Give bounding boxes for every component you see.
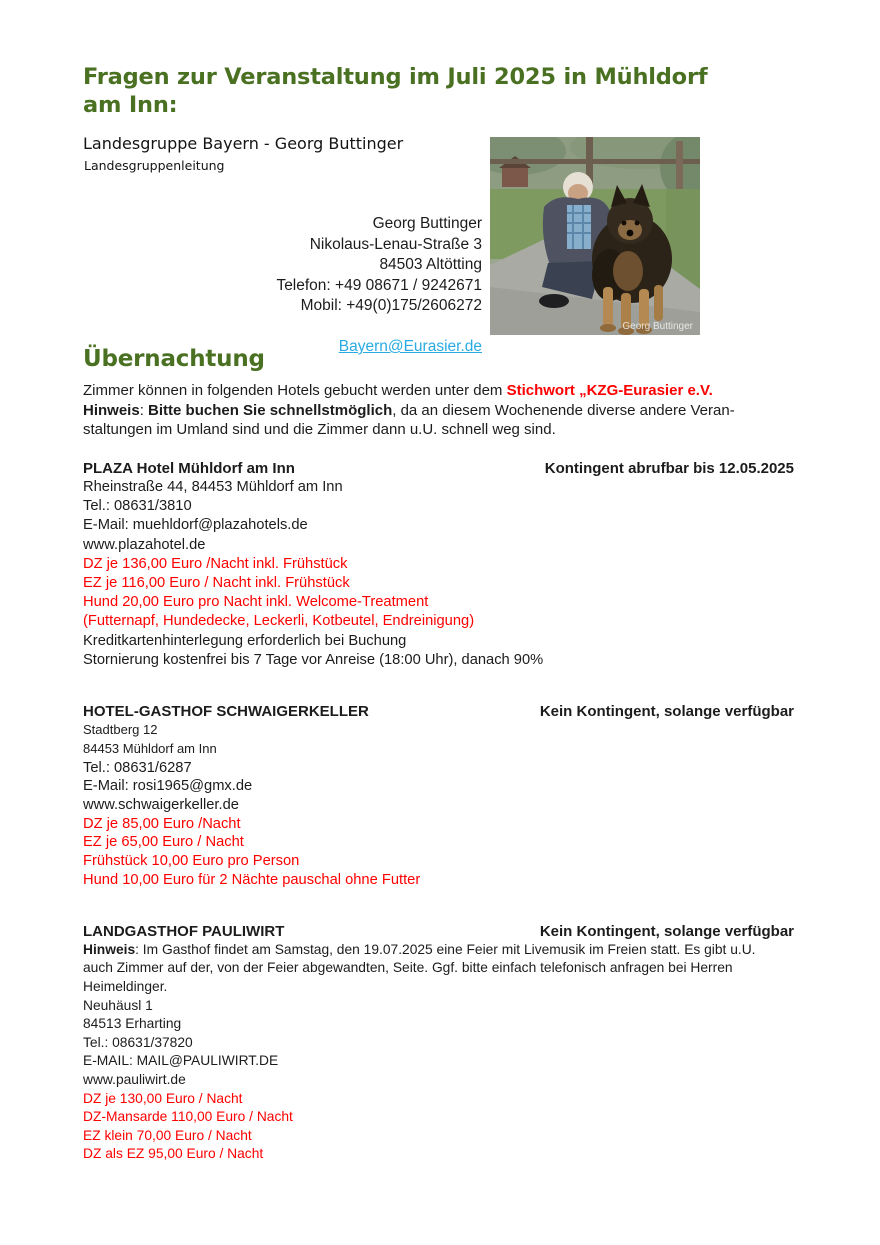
hotel-price-line: DZ als EZ 95,00 Euro / Nacht [83, 1146, 264, 1162]
info-line: Nikolaus-Lenau-Straße 3 [309, 235, 482, 253]
hotel-info [83, 478, 794, 670]
hotel-name: PLAZA Hotel Mühldorf am Inn [83, 459, 295, 477]
intro-keyword-red: Stichwort „KZG-Eurasier e.V. [506, 382, 713, 399]
info-line: 84453 Mühldorf am Inn [83, 740, 217, 756]
intro-line-1 [83, 381, 783, 401]
hotel-header [83, 459, 794, 478]
intro-bold-advice: Bitte buchen Sie schnellstmöglich [148, 401, 393, 419]
info-line: Tel.: 08631/3810 [83, 498, 192, 515]
info-line: 84513 Erharting [83, 1016, 182, 1032]
subtitle-landesgruppe: Landesgruppe Bayern - Georg Buttinger [83, 134, 404, 153]
hotel-availability: Kein Kontingent, solange verfügbar [539, 703, 794, 721]
intro-text: Zimmer können in folgenden Hotels gebucht werden unter dem [83, 382, 507, 399]
hotel-note-label: Hinweis [83, 941, 136, 957]
info-line: 84503 Altötting [379, 256, 482, 273]
info-line: Tel.: 08631/37820 [83, 1034, 193, 1050]
hotel-availability: Kein Kontingent, solange verfügbar [539, 922, 794, 940]
contact-lines [83, 214, 482, 317]
info-line: Stadtberg 12 [83, 722, 158, 738]
intro-text: : [139, 401, 149, 419]
page-title-line1: Fragen zur Veranstaltung im Juli 2025 in Mühldorf [83, 64, 708, 90]
info-line: Mobil: +49(0)175/2606272 [300, 297, 482, 314]
page-title-line2: am Inn: [83, 91, 178, 118]
hotel-price-line: EZ je 65,00 Euro / Nacht [83, 834, 244, 851]
intro-text: , da an diesem Wochenende diverse andere Veran- [392, 401, 735, 419]
intro-line-2 [83, 401, 783, 421]
hotel-section-schwaigerkeller [83, 702, 794, 890]
info-line: E-Mail: rosi1965@gmx.de [83, 778, 253, 795]
hotel-price-line: Hund 20,00 Euro pro Nacht inkl. Welcome-Treatment [83, 594, 429, 611]
hotel-header [83, 922, 794, 941]
info-line: Tel.: 08631/6287 [83, 759, 192, 776]
hotel-price-line: Hund 10,00 Euro für 2 Nächte pauschal ohne Futter [83, 871, 421, 888]
hotel-price-line: DZ je 130,00 Euro / Nacht [83, 1090, 243, 1106]
photo-georg-buttinger-with-eurasier [490, 137, 700, 335]
intro-paragraph [83, 381, 783, 440]
page-title [83, 64, 823, 119]
info-line: Georg Buttinger [372, 215, 482, 232]
hotel-name: HOTEL-GASTHOF SCHWAIGERKELLER [83, 703, 369, 721]
hotel-info [83, 997, 794, 1164]
email-link[interactable]: Bayern@Eurasier.de [338, 338, 482, 355]
photo-caption: Georg Buttinger [622, 321, 693, 332]
photo-illustration [490, 137, 700, 335]
info-line: E-Mail: muehldorf@plazahotels.de [83, 517, 308, 534]
info-line: Neuhäusl 1 [83, 997, 153, 1013]
hotel-section-plaza [83, 459, 794, 670]
hotel-availability: Kontingent abrufbar bis 12.05.2025 [544, 459, 794, 477]
info-line: E-MAIL: MAIL@PAULIWIRT.DE [83, 1053, 279, 1069]
hotel-price-line: DZ je 85,00 Euro /Nacht [83, 815, 241, 832]
info-line: www.plazahotel.de [83, 536, 206, 553]
hotel-price-line: EZ klein 70,00 Euro / Nacht [83, 1127, 252, 1143]
info-line: Kreditkartenhinterlegung erforderlich bei Buchung [83, 632, 407, 649]
hotel-price-line: DZ-Mansarde 110,00 Euro / Nacht [83, 1109, 293, 1125]
info-line: Telefon: +49 08671 / 9242671 [276, 276, 482, 294]
info-line: www.schwaigerkeller.de [83, 797, 239, 814]
hotel-price-line: (Futternapf, Hundedecke, Leckerli, Kotbeutel, Endreinigung) [83, 613, 475, 630]
intro-hinweis-label: Hinweis [83, 401, 140, 419]
hotel-note [83, 941, 789, 997]
info-line: Stornierung kostenfrei bis 7 Tage vor Anreise (18:00 Uhr), danach 90% [83, 651, 544, 668]
info-line: www.pauliwirt.de [83, 1071, 186, 1087]
hotel-info [83, 721, 794, 889]
main-content [83, 344, 794, 1164]
intro-line-3: staltungen im Umland sind und die Zimmer dann u.U. schnell weg sind. [83, 421, 556, 439]
subtitle-landesgruppenleitung: Landesgruppenleitung [84, 158, 225, 173]
hotel-price-line: EZ je 116,00 Euro / Nacht inkl. Frühstück [83, 575, 350, 591]
info-line: Rheinstraße 44, 84453 Mühldorf am Inn [83, 478, 343, 495]
hotel-price-line: DZ je 136,00 Euro /Nacht inkl. Frühstück [83, 555, 348, 572]
hotel-name: LANDGASTHOF PAULIWIRT [83, 922, 285, 940]
hotel-section-pauliwirt [83, 922, 794, 1164]
hotel-note-text: : Im Gasthof findet am Samstag, den 19.07.2025 eine Feier mit Livemusik im Freien statt. Es gibt u.U. auch Zimmer auf der, von der Feier abgewandten, Seite. Ggf. bitte einfach telefonisch anfragen bei Herren Heimeldinger. [83, 941, 756, 994]
hotel-header [83, 702, 794, 721]
hotel-price-line: Frühstück 10,00 Euro pro Person [83, 853, 300, 870]
section-heading-uebernachtung: Übernachtung [83, 346, 265, 372]
